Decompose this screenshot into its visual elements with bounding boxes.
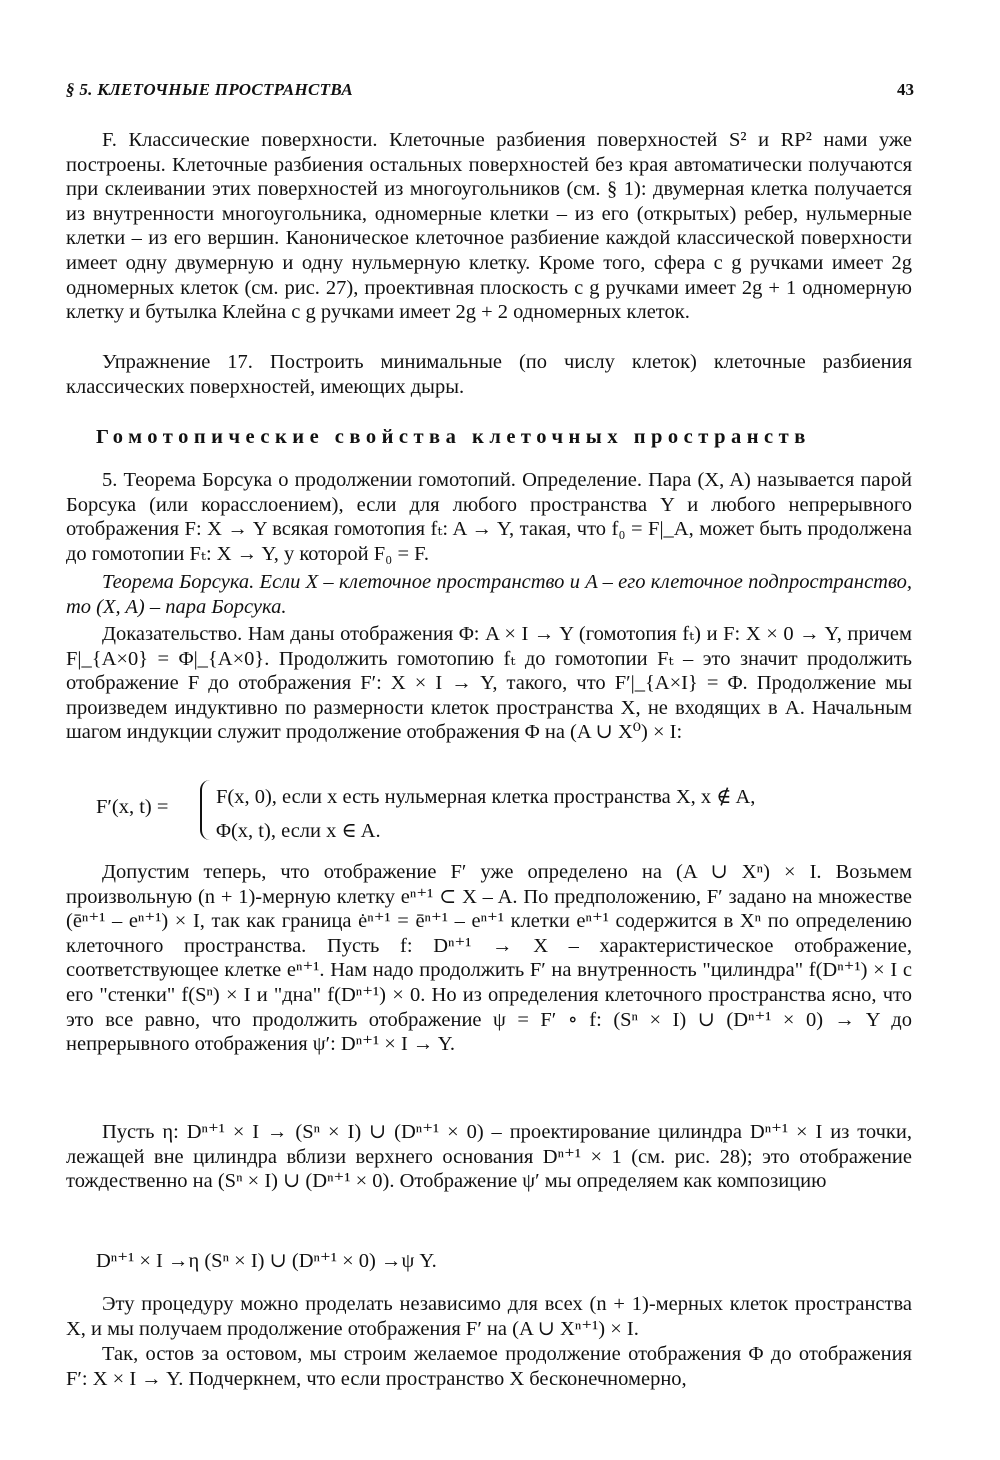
formula-composition: Dⁿ⁺¹ × I →η (Sⁿ × I) ∪ (Dⁿ⁺¹ × 0) →ψ Y.: [96, 1250, 437, 1272]
proof-paragraph: Доказательство. Нам даны отображения Φ: A × I → Y (гомотопия fₜ) и F: X × 0 → Y, причем F|_{A×0} = Φ|_{A×0}. Продолжить гомотопию fₜ до гомотопии Fₜ – это значит продолжить отображение F до отображения F′: X × I → Y, такого, что F′|_{A×I} = Φ. Продолжение мы произведем индуктивно по размерности клеток пространства X, не входящих в A. Начальным шагом индукции служит продолжение отображения Φ на (A ∪ X⁰) × I:: [66, 623, 912, 744]
formula-lhs: F′(x, t) =: [96, 796, 169, 818]
exercise-17: Упражнение 17. Построить минимальные (по числу клеток) клеточные разбиения классических поверхностей, имеющих дыры.: [66, 351, 912, 398]
paragraph-borsuk-definition: 5. Теорема Борсука о продолжении гомотопий. Определение. Пара (X, A) называется парой Борсука (или корасслоением), если для любого пространства Y и любого непрерывного отображения F: X → Y всякая гомотопия fₜ: A → Y, такая, что f₀ = F|_A, может быть продолжена до гомотопии Fₜ: X → Y, у которой F₀ = F.: [66, 469, 912, 565]
page-number: 43: [897, 80, 914, 99]
paragraph-classical-surfaces: F. Классические поверхности. Клеточные разбиения поверхностей S² и RP² нами уже построены. Клеточные разбиения остальных поверхностей без края автоматически получаются при склеивании этих поверхностей из многоугольников (см. § 1): двумерная клетка получается из внутренности многоугольника, одномерные клетки – из его (открытых) ребер, нульмерные клетки – из его вершин. Каноническое клеточное разбиение каждой классической поверхности имеет одну двумерную и одну нульмерную клетку. Кроме того, сфера с g ручками имеет 2g одномерных клеток (см. рис. 27), проективная плоскость с g ручками имеет 2g + 1 одномерную клетку и бутылка Клейна с g ручками имеет 2g + 2 одномерных клеток.: [66, 129, 912, 324]
formula-case-1: F(x, 0), если x есть нульмерная клетка пространства X, x ∉ A,: [216, 786, 756, 808]
paragraph-procedure: Эту процедуру можно проделать независимо для всех (n + 1)-мерных клеток пространства X, и мы получаем продолжение отображения F′ на (A ∪ Xⁿ⁺¹) × I.: [66, 1293, 912, 1340]
paragraph-induction-step: Допустим теперь, что отображение F′ уже определено на (A ∪ Xⁿ) × I. Возьмем произвольную (n + 1)-мерную клетку eⁿ⁺¹ ⊂ X – A. По предположению, F′ задано на множестве (ēⁿ⁺¹ – eⁿ⁺¹) × I, так как граница ėⁿ⁺¹ = ēⁿ⁺¹ – eⁿ⁺¹ клетки eⁿ⁺¹ содержится в Xⁿ по определению клеточного пространства. Пусть f: Dⁿ⁺¹ → X – характеристическое отображение, соответствующее клетке eⁿ⁺¹. Нам надо продолжить F′ на внутренность "цилиндра" f(Dⁿ⁺¹) × I с его "стенки" f(Sⁿ) × I и "дна" f(Dⁿ⁺¹) × 0. Но из определения клеточного пространства ясно, что это все равно, что продолжить отображение ψ = F′ ∘ f: (Sⁿ × I) ∪ (Dⁿ⁺¹ × 0) → Y до непрерывного отображения ψ′: Dⁿ⁺¹ × I → Y.: [66, 861, 912, 1056]
theorem-borsuk: Теорема Борсука. Если X – клеточное пространство и A – его клеточное подпространство, то (X, A) – пара Борсука.: [66, 571, 912, 618]
running-title: § 5. КЛЕТОЧНЫЕ ПРОСТРАНСТВА: [66, 80, 353, 99]
section-heading: Гомотопические свойства клеточных пространств: [96, 426, 811, 448]
paragraph-skeleton: Так, остов за остовом, мы строим желаемое продолжение отображения Φ до отображения F′: X × I → Y. Подчеркнем, что если пространство X бесконечномерно,: [66, 1343, 912, 1390]
paragraph-projection: Пусть η: Dⁿ⁺¹ × I → (Sⁿ × I) ∪ (Dⁿ⁺¹ × 0) – проектирование цилиндра Dⁿ⁺¹ × I из точки, лежащей вне цилиндра вблизи верхнего основания Dⁿ⁺¹ × 1 (см. рис. 28); это отображение тождественно на (Sⁿ × I) ∪ (Dⁿ⁺¹ × 0). Отображение ψ′ мы определяем как композицию: [66, 1121, 912, 1193]
page-header: [66, 80, 914, 104]
brace-symbol: [200, 780, 212, 840]
formula-case-2: Φ(x, t), если x ∈ A.: [216, 820, 381, 842]
